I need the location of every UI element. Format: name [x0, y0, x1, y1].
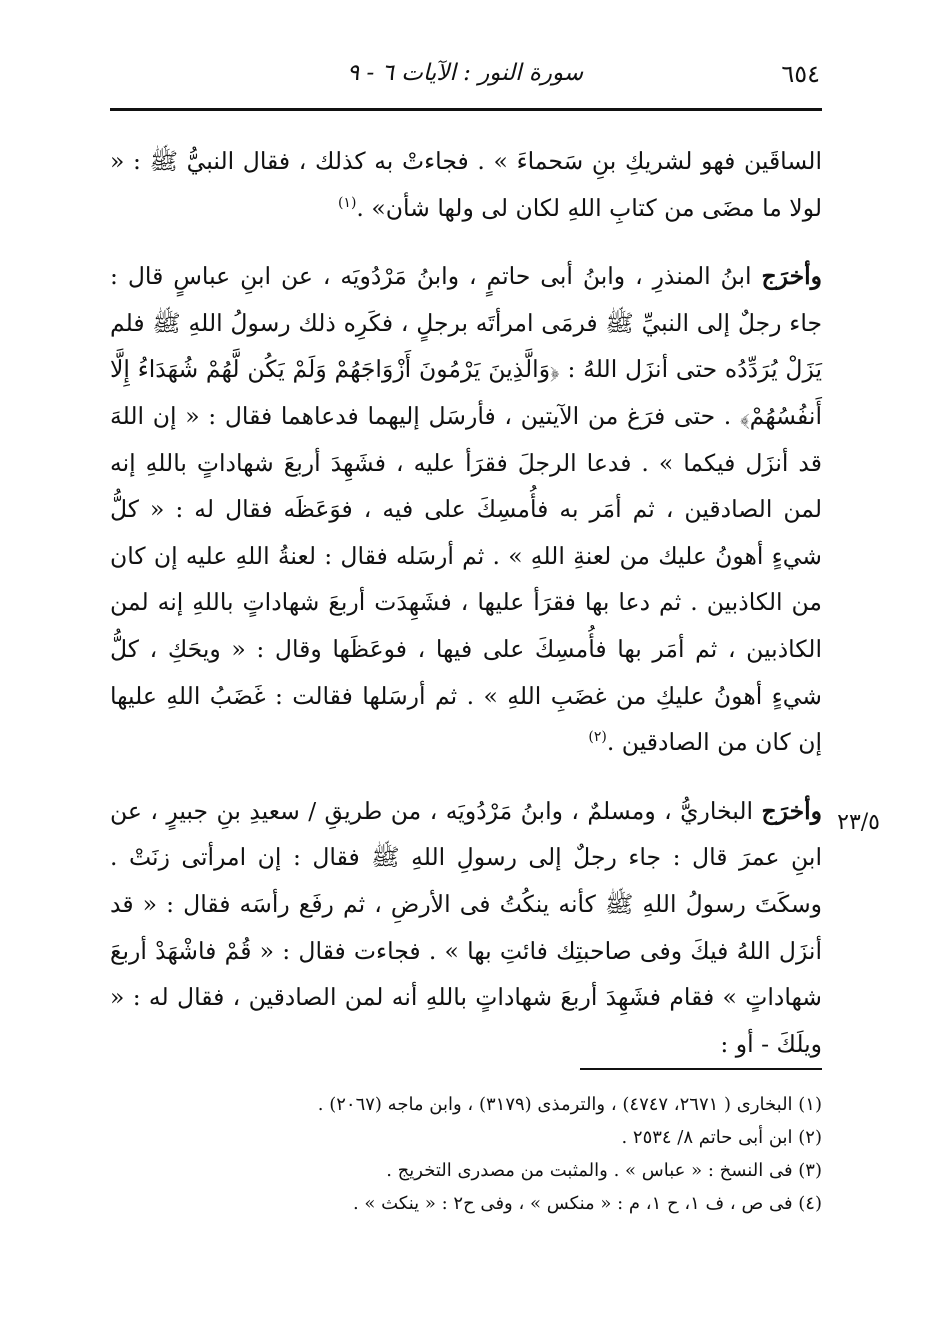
footnote-rule — [580, 1068, 822, 1070]
header-rule — [110, 108, 822, 111]
footnote-marker: (٢) — [588, 729, 607, 746]
footnote: (٤) فى ص ، ف ١، ح ١، م : « منكس » ، وفى ح٢ : « ينكث » . — [352, 1193, 822, 1214]
paragraph-text: الساقَين فهو لشريكِ بنِ سَحماءَ » . فجاءتْ به كذلك ، فقال النبيُّ ﷺ : « لولا ما مضَى من كتابِ اللهِ لكان لى ولها شأن» . — [110, 147, 822, 222]
paragraph — [110, 138, 822, 231]
paragraph-text: البخاريُّ ، ومسلمٌ ، وابنُ مَرْدُويَه ، من طريقِ / سعيدِ بنِ جبيرٍ ، عن ابنِ عمرَ قال : جاء رجلٌ إلى رسولِ اللهِ ﷺ فقال : إن امرأتى زنَتْ . وسكَتَ رسولُ اللهِ ﷺ كأنه ينكُتُ فى الأرضِ ، ثم رفَع رأسَه فقال : « قد أنزَل اللهُ فيكَ وفى صاحبتِك فائتِ بها » . فجاءت فقال : « قُمْ فاشْهَدْ أربعَ شهاداتٍ » فقام فشَهِدَ أربعَ شهاداتٍ باللهِ أنه لمن الصادقين ، فقال له : « ويلَكَ - أو : — [110, 796, 822, 1058]
paragraph-text: ابنُ المنذرِ ، وابنُ أبى حاتمٍ ، وابنُ مَرْدُويَه ، عن ابنِ عباسٍ قال : جاء رجلٌ إلى النبيِّ ﷺ فرمَى امرأتَه برجلٍ ، فكَرِه ذلك رسولُ اللهِ ﷺ فلم يَزَلْ يُرَدِّدُه حتى أنزَل اللهُ : ﴿وَالَّذِينَ يَرْمُونَ أَزْوَاجَهُمْ وَلَمْ يَكُن لَّهُمْ شُهَدَاءُ إِلَّا أَنفُسُهُمْ﴾ . حتى فرَغ من الآيتين ، فأرسَل إليهما فدعاهما فقال : « إن اللهَ قد أنزَل فيكما » . فدعا الرجلَ فقرَأ عليه ، فشَهِدَ أربعَ شهاداتٍ باللهِ إنه لمن الصادقين ، ثم أمَر به فأُمسِكَ على فيه ، فوَعَظَه فقال له : « كلُّ شيءٍ أهونُ عليك من لعنةِ اللهِ » . ثم أرسَله فقال : لعنةُ اللهِ عليه إن كان من الكاذبين . ثم دعا بها فقرَأ عليها ، فشَهِدَت أربعَ شهاداتٍ باللهِ إنه لمن الكاذبين ، ثم أمَر بها فأُمسِكَ على فيها ، فوعَظَها وقال : « ويحَكِ ، كلُّ شيءٍ أهونُ عليكِ من غضَبِ اللهِ » . ثم أرسَلها فقالت : غَضَبُ اللهِ عليها إن كان من الصادقين . — [110, 262, 822, 757]
paragraph-lead: وأخرَج — [761, 262, 822, 291]
paragraph — [110, 788, 822, 1068]
footnote: (٣) فى النسخ : « عباس » . والمثبت من مصدرى التخريج . — [386, 1160, 822, 1181]
page-header — [110, 60, 820, 94]
running-title: سورة النور : الآيات ٦ - ٩ — [346, 60, 584, 86]
footnotes — [110, 1088, 822, 1220]
page-number: ٦٥٤ — [781, 60, 820, 88]
paragraph — [110, 253, 822, 766]
footnote: (٢) ابن أبى حاتم ٨/ ٢٥٣٤ . — [621, 1127, 822, 1148]
body-text — [110, 138, 822, 1067]
paragraph-lead: وأخرَج — [761, 796, 822, 825]
footnote-marker: (١) — [337, 194, 357, 211]
margin-note: ٢٣/٥ — [837, 810, 880, 835]
footnote: (١) البخارى ( ٢٦٧١، ٤٧٤٧) ، والترمذى (٣١٧٩) ، وابن ماجه (٢٠٦٧) . — [317, 1094, 822, 1115]
